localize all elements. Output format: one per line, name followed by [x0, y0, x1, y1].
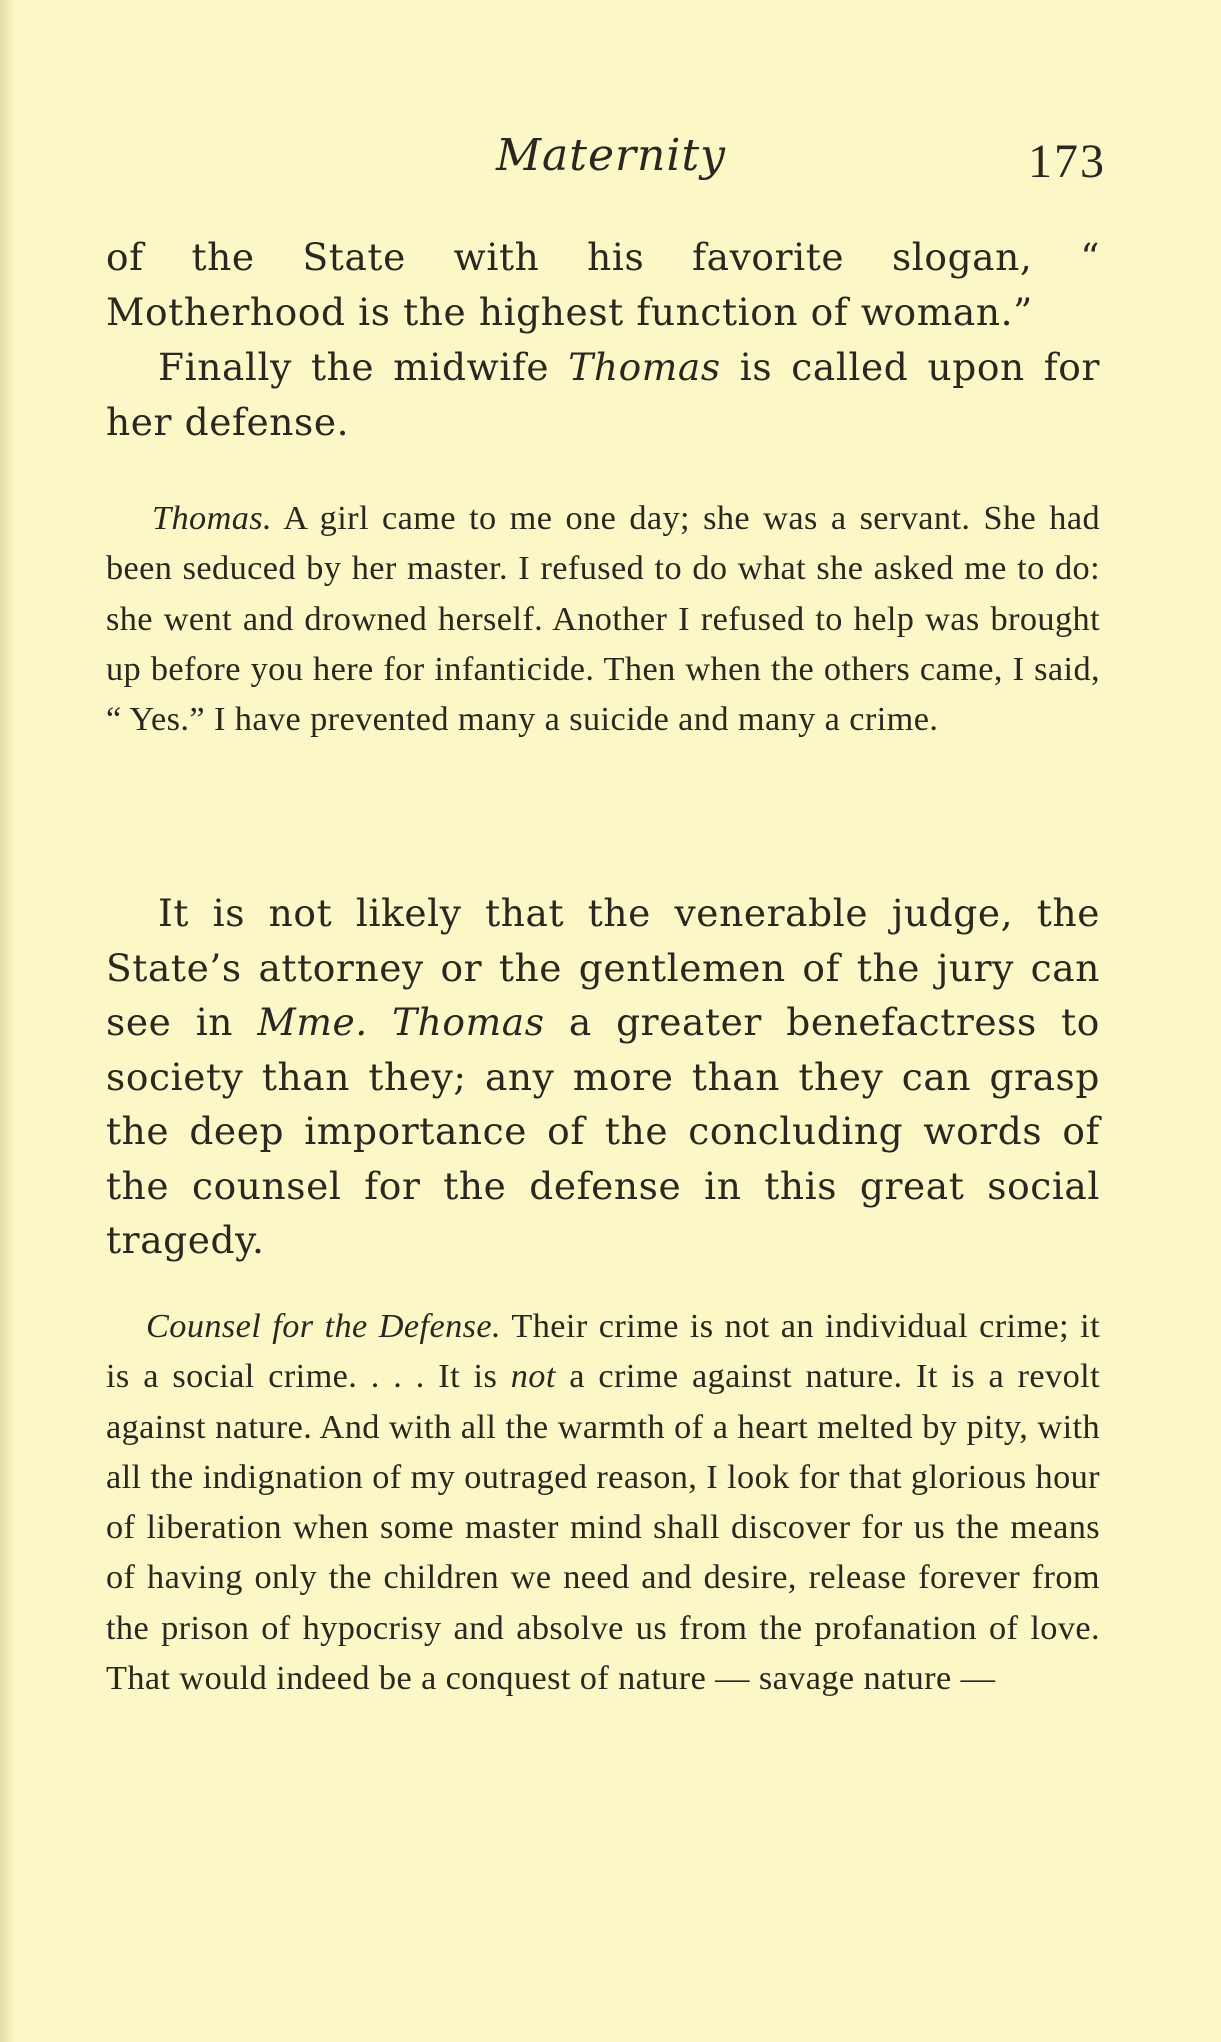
paragraph-midwife-called	[106, 340, 1100, 449]
paragraph-text: Finally the midwife	[158, 345, 569, 389]
page-header	[106, 130, 1106, 200]
page-gutter-shadow	[0, 0, 14, 2042]
paragraph-not-likely	[106, 886, 1100, 1268]
paragraph-text: of the State with his favorite slogan, “ Motherhood is the highest function of woman.”	[106, 235, 1100, 334]
italic-name: Thomas	[568, 345, 721, 389]
quote-thomas	[106, 493, 1100, 744]
paragraph-text: is called upon for her defense.	[106, 345, 1100, 444]
running-title: Maternity	[496, 130, 726, 181]
quote-counsel	[106, 1301, 1100, 1703]
page-number: 173	[1028, 135, 1106, 188]
paragraph-text: a greater benefactress to society than they; any more than they can grasp the deep importance of the concluding words of the counsel for the defense in this great social tragedy.	[106, 1000, 1100, 1262]
quote-text: A girl came to me one day; she was a servant. She had been seduced by her master. I refused to do what she asked me to do: she went and drowned herself. Another I refused to help was brought up before you here for infanticide. Then when the others came, I said, “ Yes.” I have prevented many a suicide and many a crime.	[106, 499, 1100, 739]
quote-text: Their crime is not an individual crime; it is a social crime. . . . It is	[106, 1307, 1101, 1396]
quote-text: a crime against nature. It is a revolt against nature. And with all the warmth of a heart melted by pity, with all the indignation of my outraged reason, I look for that glorious hour of liberation when some master mind shall discover for us the means of having only the children we need and desire, release forever from the prison of hypocrisy and absolve us from the profanation of love. That would indeed be a conquest of nature — savage nature —	[106, 1357, 1101, 1698]
paragraph-continuation	[106, 230, 1100, 339]
italic-emphasis: not	[510, 1357, 556, 1396]
speaker-label: Counsel for the Defense.	[146, 1307, 501, 1345]
italic-name: Mme. Thomas	[257, 1000, 545, 1044]
paragraph-text: It is not likely that the venerable judge, the State’s attorney or the gentlemen of the jury can see in	[106, 891, 1100, 1044]
speaker-label: Thomas.	[152, 499, 273, 537]
